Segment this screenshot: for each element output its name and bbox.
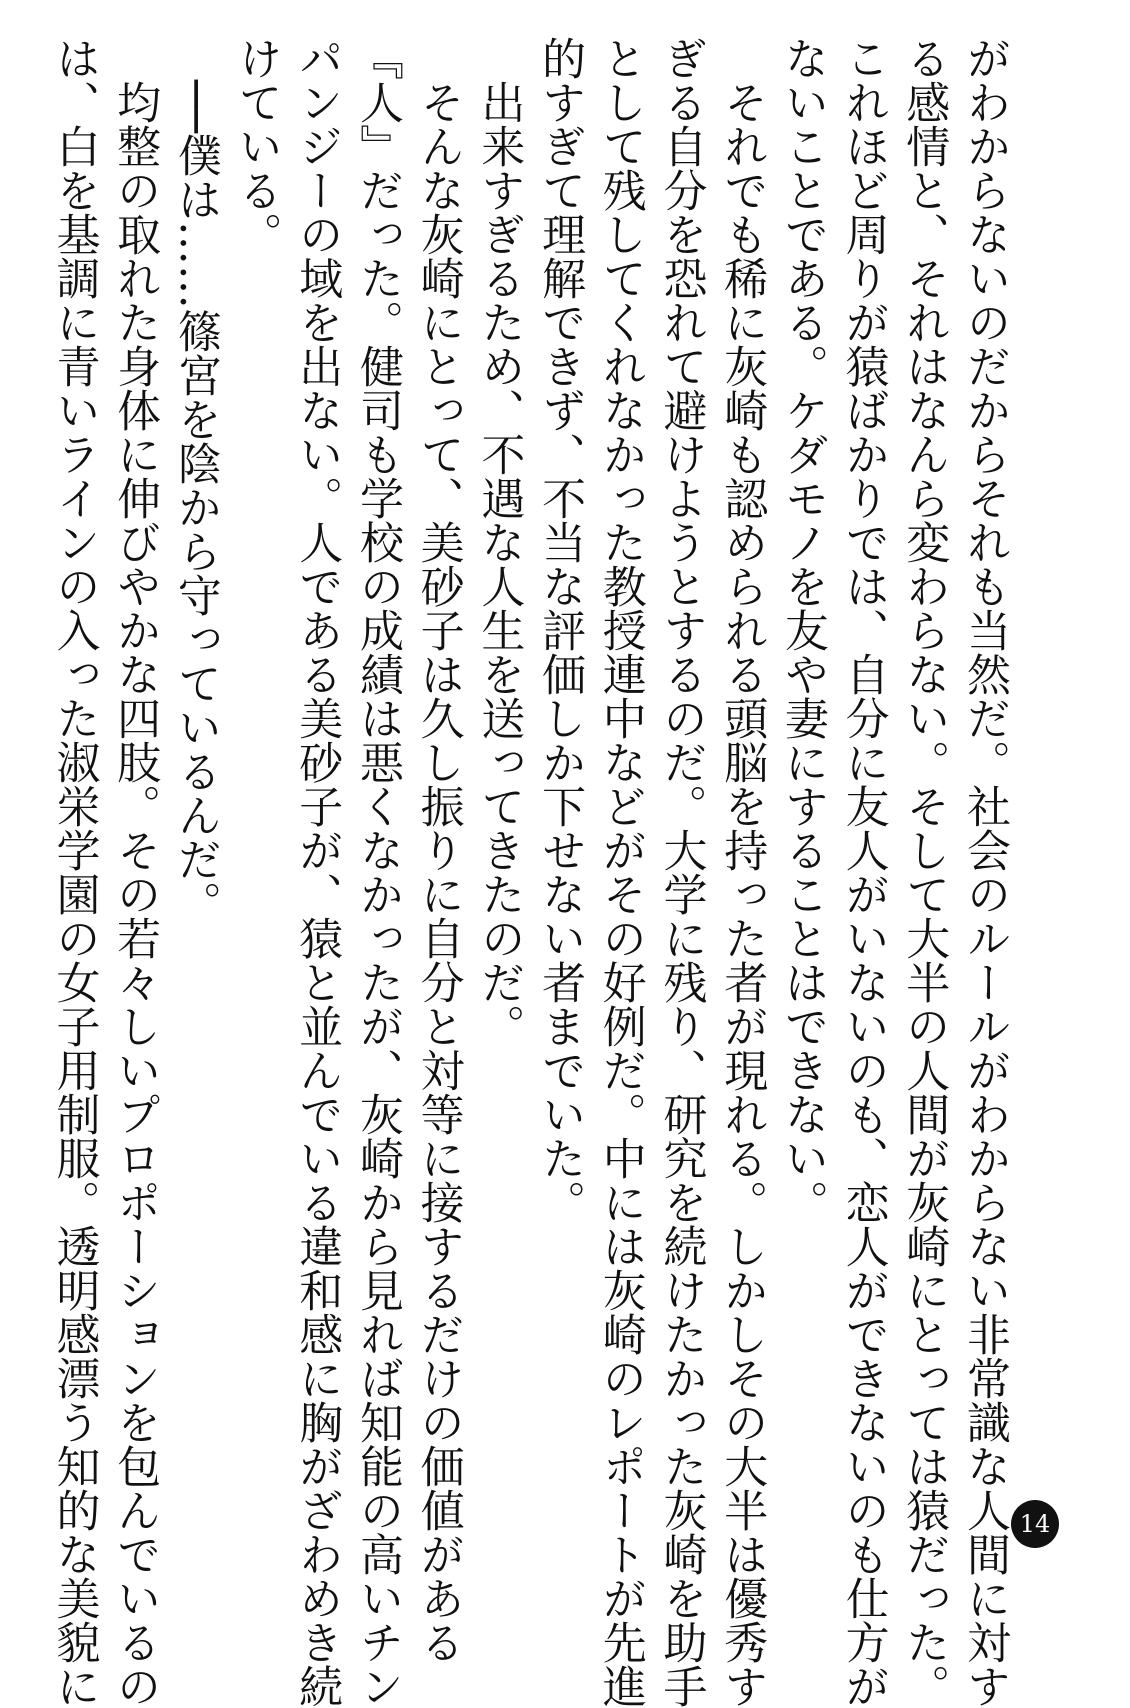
text-line: 均整の取れた身体に伸びやかな四肢。その若々しいプロポーションを包んでいるの — [109, 36, 161, 1708]
text-line: それでも稀に灰崎も認められる頭脳を持った者が現れる。しかしその大半は優秀す — [716, 36, 768, 1708]
text-line: 『人』だった。健司も学校の成績は悪くなかったが、灰崎から見れば知能の高いチン — [351, 36, 403, 1708]
body-text — [43, 36, 1014, 1708]
text-line: ──僕は……篠宮を陰から守っているんだ。 — [169, 36, 221, 925]
text-line: がわからないのだからそれも当然だ。社会のルールがわからない非常識な人間に対す — [959, 36, 1010, 1708]
text-line: これほど周りが猿ばかりでは、自分に友人がいないのも、恋人ができないのも仕方が — [837, 36, 889, 1708]
text-line: 出来すぎるため、不遇な人生を送ってきたのだ。 — [473, 36, 525, 1048]
text-line: そんな灰崎にとって、美砂子は久し振りに自分と対等に接するだけの価値がある — [412, 36, 464, 1664]
text-line: る感情と、それはなんら変わらない。そして大半の人間が灰崎にとっては猿だった。 — [898, 36, 950, 1708]
text-line: は、白を基調に青いラインの入った淑栄学園の女子用制服。透明感漂う知的な美貌に — [48, 36, 100, 1708]
text-line: パンジーの域を出ない。人である美砂子が、猿と並んでいる違和感に胸がざわめき続 — [291, 36, 343, 1708]
text-line: として残してくれなかった教授連中などがその好例だ。中には灰崎のレポートが先進 — [594, 36, 646, 1708]
text-line: ないことである。ケダモノを友や妻にすることはできない。 — [776, 36, 828, 1224]
text-line: けている。 — [230, 36, 282, 256]
text-line: 的すぎて理解できず、不当な評価しか下せない者までいた。 — [534, 36, 586, 1224]
page-number-badge: 14 — [1011, 1500, 1059, 1548]
text-line: ぎる自分を恐れて避けようとするのだ。大学に残り、研究を続けたかった灰崎を助手 — [655, 36, 707, 1708]
